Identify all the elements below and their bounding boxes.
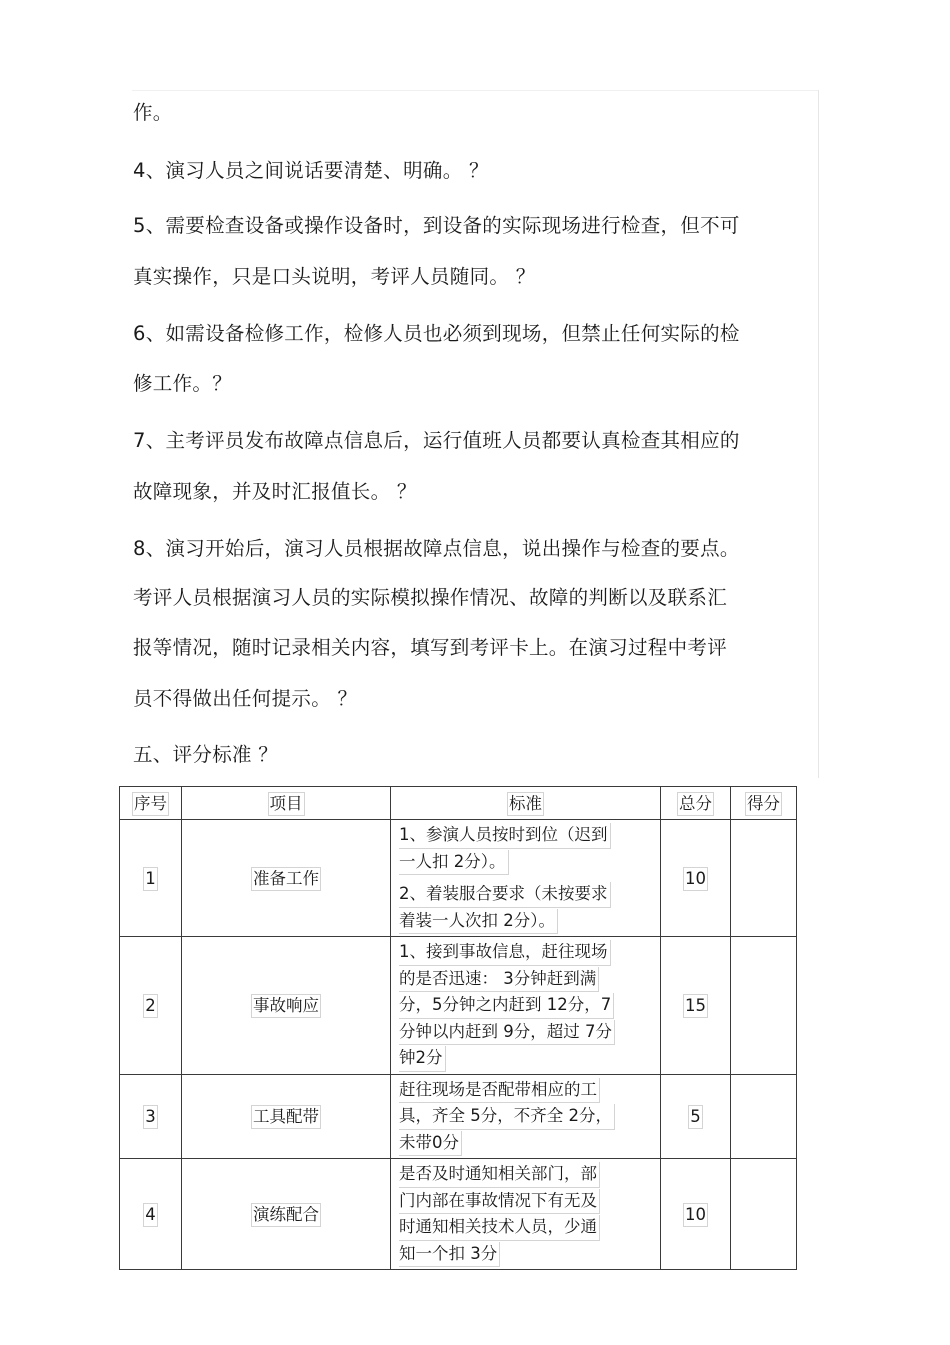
cell-no: 4 xyxy=(120,1159,182,1270)
cell-no: 2 xyxy=(120,937,182,1075)
body-line: 考评人员根据演习人员的实际模拟操作情况、故障的判断以及联系汇 xyxy=(133,586,728,609)
cell-no: 1 xyxy=(120,820,182,937)
scoring-table xyxy=(119,786,797,1270)
cell-total: 15 xyxy=(661,937,731,1075)
body-line: 7、主考评员发布故障点信息后，运行值班人员都要认真检查其相应的 xyxy=(133,429,740,452)
header-cell-item: 项目 xyxy=(182,787,391,820)
cell-total: 5 xyxy=(661,1074,731,1159)
body-line: 修工作。？ xyxy=(133,372,233,395)
table-row xyxy=(120,820,797,937)
body-line: 真实操作，只是口头说明，考评人员随同。 ？ xyxy=(133,265,536,288)
header-cell-total: 总分 xyxy=(661,787,731,820)
cell-standard: 是否及时通知相关部门，部 门内部在事故情况下有无及 时通知相关技术人员，少通 知一个扣 3分 xyxy=(391,1159,661,1270)
cell-no: 3 xyxy=(120,1074,182,1159)
cell-total: 10 xyxy=(661,820,731,937)
body-line: 故障现象，并及时汇报值长。 ？ xyxy=(133,480,417,503)
cell-item: 事故响应 xyxy=(182,937,391,1075)
section-heading: 五、评分标准 ？ xyxy=(133,743,279,766)
cell-score[interactable] xyxy=(731,937,797,1075)
cell-item: 工具配带 xyxy=(182,1074,391,1159)
cell-total: 10 xyxy=(661,1159,731,1270)
body-line: 8、演习开始后，演习人员根据故障点信息，说出操作与检查的要点。 xyxy=(133,537,740,560)
cell-item: 演练配合 xyxy=(182,1159,391,1270)
page-right-rule xyxy=(818,90,819,778)
table-row xyxy=(120,937,797,1075)
page-top-rule xyxy=(132,90,818,91)
cell-standard: 1、参演人员按时到位（迟到 一人扣 2分）。 2、着装服合要求（未按要求 着装一人次扣 2分）。 xyxy=(391,820,661,937)
body-line: 4、演习人员之间说话要清楚、明确。 ？ xyxy=(133,159,489,182)
table-header-row xyxy=(120,787,797,820)
cell-standard: 赶往现场是否配带相应的工 具，齐全 5分，不齐全 2分， 未带0分 xyxy=(391,1074,661,1159)
cell-score[interactable] xyxy=(731,820,797,937)
header-cell-standard: 标准 xyxy=(391,787,661,820)
body-line: 5、需要检查设备或操作设备时，到设备的实际现场进行检查，但不可 xyxy=(133,214,740,237)
table-row xyxy=(120,1074,797,1159)
body-line: 作。 xyxy=(133,101,173,124)
body-line: 6、如需设备检修工作，检修人员也必须到现场，但禁止任何实际的检 xyxy=(133,322,740,345)
header-cell-no: 序号 xyxy=(120,787,182,820)
cell-item: 准备工作 xyxy=(182,820,391,937)
cell-score[interactable] xyxy=(731,1159,797,1270)
body-line: 报等情况，随时记录相关内容，填写到考评卡上。在演习过程中考评 xyxy=(133,636,728,659)
cell-standard: 1、接到事故信息，赶往现场 的是否迅速： 3分钟赶到满 分，5分钟之内赶到 12分，7 分钟以内赶到 9分，超过 7分 钟2分 xyxy=(391,937,661,1075)
table-row xyxy=(120,1159,797,1270)
header-cell-score: 得分 xyxy=(731,787,797,820)
cell-score[interactable] xyxy=(731,1074,797,1159)
body-line: 员不得做出任何提示。 ？ xyxy=(133,687,358,710)
